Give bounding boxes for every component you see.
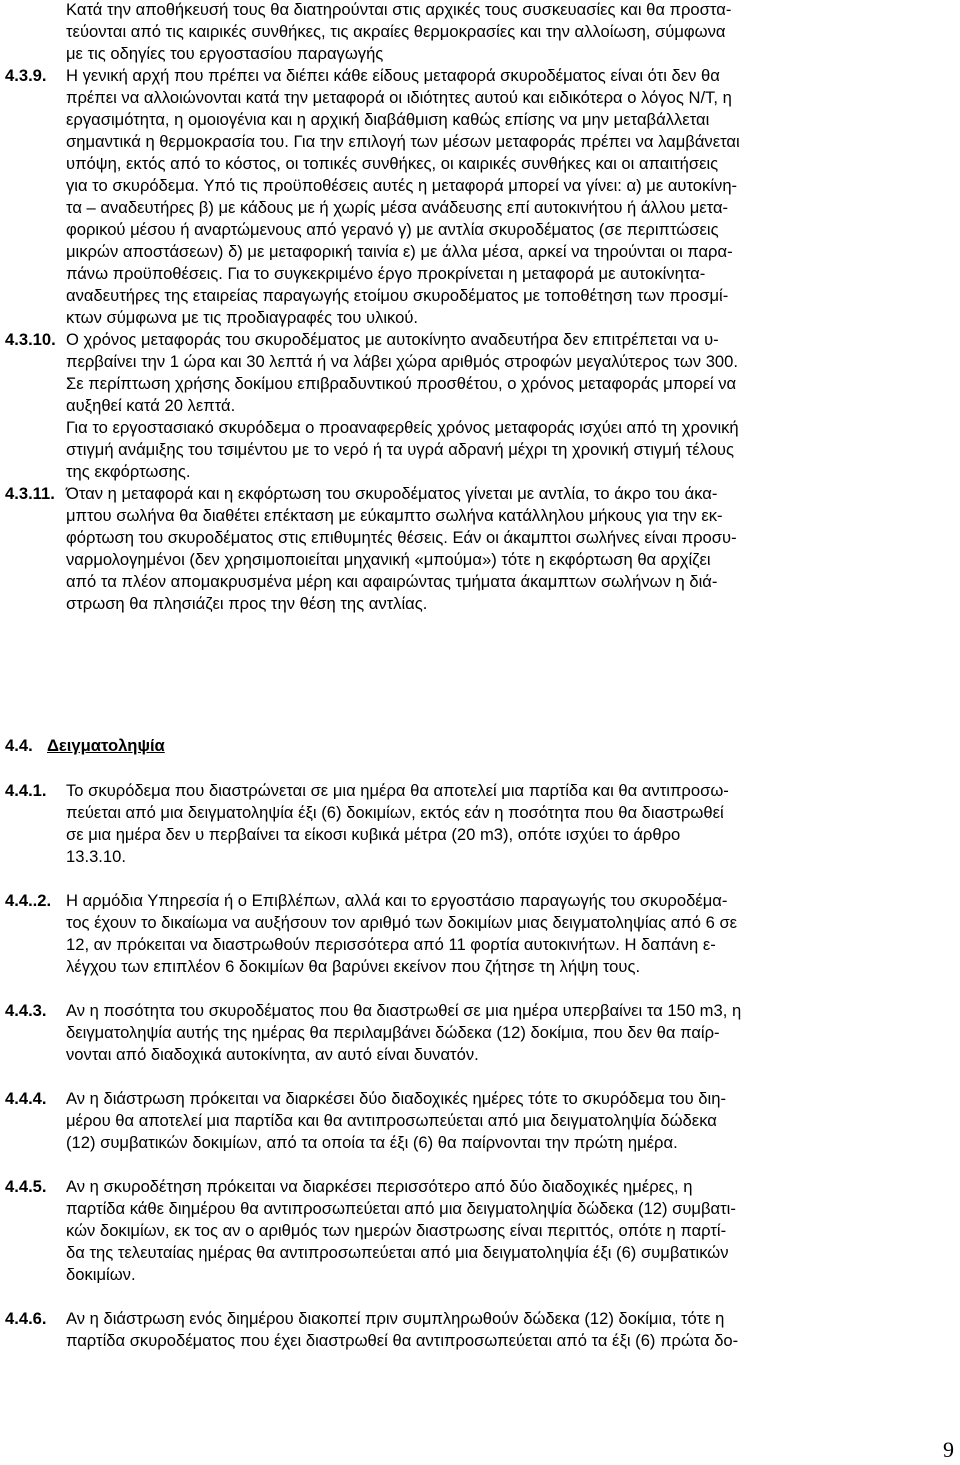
- paragraph-line: πάνω προϋποθέσεις. Για το συγκεκριμένο έργο προκρίνεται η μεταφορά με αυτοκίνητα-: [66, 264, 706, 283]
- paragraph-line: δα της τελευταίας ημέρας θα αντιπροσωπεύεται από μια δειγματοληψία έξι (6) συμβατικών: [66, 1243, 729, 1262]
- paragraph-line: Ο χρόνος μεταφοράς του σκυροδέματος με αυτοκίνητο αναδευτήρα δεν επιτρέπεται να υ-: [66, 330, 719, 349]
- paragraph-line: μέρου θα αποτελεί μια παρτίδα και θα αντιπροσωπεύεται από μια δειγματοληψία δώδεκα: [66, 1111, 717, 1130]
- paragraph-line: της εκφόρτωσης.: [66, 462, 191, 481]
- section-number: 4.4.6.: [5, 1309, 47, 1328]
- paragraph-line: Όταν η μεταφορά και η εκφόρτωση του σκυροδέματος γίνεται με αντλία, το άκρο του άκα-: [66, 484, 718, 503]
- paragraph-line: Κατά την αποθήκευσή τους θα διατηρούνται στις αρχικές τους συσκευασίες και θα προστα-: [66, 0, 732, 19]
- paragraph-line: σε μια ημέρα δεν υ περβαίνει τα είκοσι κυβικά μέτρα (20 m3), οπότε ισχύει το άρθρο: [66, 825, 681, 844]
- paragraph-line: παρτίδα κάθε διημέρου θα αντιπροσωπεύεται από μια δειγματοληψία δώδεκα (12) συμβατι-: [66, 1199, 736, 1218]
- paragraph-line: τος έχουν το δικαίωμα να αυξήσουν τον αριθμό των δοκιμίων μιας δειγματοληψίας από 6 σε: [66, 913, 738, 932]
- paragraph-line: νονται από διαδοχικά αυτοκίνητα, αν αυτό είναι δυνατόν.: [66, 1045, 479, 1064]
- section-number: 4.4.1.: [5, 781, 47, 800]
- heading-number: 4.4.: [5, 736, 33, 755]
- paragraph-line: πεύεται από μια δειγματοληψία έξι (6) δοκιμίων, εκτός εάν η ποσότητα που θα διαστρωθεί: [66, 803, 724, 822]
- paragraph-line: αυξηθεί κατά 20 λεπτά.: [66, 396, 236, 415]
- paragraph-line: τεύονται από τις καιρικές συνθήκες, τις ακραίες θερμοκρασίες και την αλλοίωση, σύμφωνα: [66, 22, 726, 41]
- paragraph-line: Αν η διάστρωση πρόκειται να διαρκέσει δύο διαδοχικές ημέρες τότε το σκυρόδεμα του διη-: [66, 1089, 726, 1108]
- paragraph-line: περβαίνει την 1 ώρα και 30 λεπτά ή να λάβει χώρα αριθμός στροφών μεγαλύτερος των 300.: [66, 352, 738, 371]
- paragraph-line: φόρτωση του σκυροδέματος στις επιθυμητές θέσεις. Εάν οι άκαμπτοι σωλήνες είναι προσυ-: [66, 528, 737, 547]
- paragraph-line: μπτου σωλήνα θα διαθέτει επέκταση με εύκαμπτο σωλήνα κατάλληλου μήκους για την εκ-: [66, 506, 723, 525]
- paragraph-line: λέγχου των επιπλέον 6 δοκιμίων θα βαρύνει εκείνον που ζήτησε τη λήψη τους.: [66, 957, 641, 976]
- paragraph-line: με τις οδηγίες του εργοστασίου παραγωγής: [66, 44, 384, 63]
- paragraph-line: από τα πλέον απομακρυσμένα μέρη και αφαιρώντας τμήματα άκαμπτων σωλήνων η διά-: [66, 572, 718, 591]
- paragraph-line: (12) συμβατικών δοκιμίων, από τα οποία τα έξι (6) θα παίρνονται την πρώτη ημέρα.: [66, 1133, 678, 1152]
- paragraph-line: δοκιμίων.: [66, 1265, 136, 1284]
- paragraph-line: Η αρμόδια Υπηρεσία ή ο Επιβλέπων, αλλά και το εργοστάσιο παραγωγής του σκυροδέμα-: [66, 891, 728, 910]
- paragraph-line: μικρών αποστάσεων) δ) με μεταφορική ταινία ε) με άλλα μέσα, αρκεί να τηρούνται οι παρα-: [66, 242, 733, 261]
- section-number: 4.3.9.: [5, 66, 47, 85]
- section-number: 4.4.3.: [5, 1001, 47, 1020]
- section-heading: Δειγματοληψία: [47, 736, 165, 755]
- paragraph-line: Η γενική αρχή που πρέπει να διέπει κάθε είδους μεταφορά σκυροδέματος είναι ότι δεν θα: [66, 66, 720, 85]
- paragraph-line: υπόψη, εκτός από το κόστος, οι τοπικές συνθήκες, οι καιρικές συνθήκες και οι απαιτήσεις: [66, 154, 719, 173]
- paragraph-line: ναρμολογημένοι (δεν χρησιμοποιείται μηχανική «μπούμα») τότε η εκφόρτωση θα αρχίζει: [66, 550, 711, 569]
- paragraph-line: κών δοκιμίων, εκ τος αν ο αριθμός των ημερών διαστρωσης είναι περιττός, οπότε η παρτί-: [66, 1221, 727, 1240]
- section-number: 4.3.11.: [5, 484, 55, 503]
- paragraph-line: Αν η σκυροδέτηση πρόκειται να διαρκέσει περισσότερο από δύο διαδοχικές ημέρες, η: [66, 1177, 693, 1196]
- paragraph-line: σημαντικά η θερμοκρασία του. Για την επιλογή των μέσων μεταφοράς πρέπει να λαμβάνεται: [66, 132, 740, 151]
- paragraph-line: εργασιμότητα, η ομοιογένια και η αρχική διαβάθμιση καθώς επίσης να μην μεταβάλλεται: [66, 110, 710, 129]
- paragraph-line: αναδευτήρες της εταιρείας παραγωγής ετοίμου σκυροδέματος με τοποθέτηση των προσμί-: [66, 286, 729, 305]
- paragraph-line: Το σκυρόδεμα που διαστρώνεται σε μια ημέρα θα αποτελεί μια παρτίδα και θα αντιπροσω-: [66, 781, 729, 800]
- paragraph-line: 13.3.10.: [66, 847, 126, 866]
- paragraph-line: πρέπει να αλλοιώνονται κατά την μεταφορά οι ιδιότητες αυτού και ειδικότερα ο λόγος Ν/Τ, η: [66, 88, 732, 107]
- paragraph-line: φορικού μέσου ή αναρτώμενους από γερανό γ) με αντλία σκυροδέματος (σε περιπτώσεις: [66, 220, 719, 239]
- section-number: 4.4.5.: [5, 1177, 47, 1196]
- paragraph-line: για το σκυρόδεμα. Υπό τις προϋποθέσεις αυτές η μεταφορά μπορεί να γίνει: α) με αυτοκίνη-: [66, 176, 738, 195]
- paragraph-line: στρωση θα πλησιάζει προς την θέση της αντλίας.: [66, 594, 428, 613]
- paragraph-line: Για το εργοστασιακό σκυρόδεμα ο προαναφερθείς χρόνος μεταφοράς ισχύει από τη χρονική: [66, 418, 739, 437]
- paragraph-line: παρτίδα σκυροδέματος που έχει διαστρωθεί θα αντιπροσωπεύεται από τα έξι (6) πρώτα δο-: [66, 1331, 739, 1350]
- paragraph-line: Αν η ποσότητα του σκυροδέματος που θα διαστρωθεί σε μια ημέρα υπερβαίνει τα 150 m3, η: [66, 1001, 742, 1020]
- paragraph-line: δειγματοληψία αυτής της ημέρας θα περιλαμβάνει δώδεκα (12) δοκίμια, που δεν θα παίρ-: [66, 1023, 720, 1042]
- paragraph-line: Αν η διάστρωση ενός διημέρου διακοπεί πριν συμπληρωθούν δώδεκα (12) δοκίμια, τότε η: [66, 1309, 725, 1328]
- paragraph-line: τα – αναδευτήρες β) με κάδους με ή χωρίς μέσα ανάδευσης επί αυτοκινήτου ή άλλου μετα-: [66, 198, 729, 217]
- section-number: 4.4..2.: [5, 891, 52, 910]
- paragraph-line: Σε περίπτωση χρήσης δοκίμου επιβραδυντικού προσθέτου, ο χρόνος μεταφοράς μπορεί να: [66, 374, 737, 393]
- paragraph-line: στιγμή ανάμιξης του τσιμέντου με το νερό ή τα υγρά αδρανή μέχρι τη χρονική στιγμή τέλους: [66, 440, 734, 459]
- paragraph-line: κτων σύμφωνα με τις προδιαγραφές του υλικού.: [66, 308, 419, 327]
- page-number: 9: [943, 1437, 954, 1462]
- paragraph-line: 12, αν πρόκειται να διαστρωθούν περισσότερα από 11 φορτία αυτοκινήτων. Η δαπάνη ε-: [66, 935, 716, 954]
- section-number: 4.4.4.: [5, 1089, 47, 1108]
- section-number: 4.3.10.: [5, 330, 56, 349]
